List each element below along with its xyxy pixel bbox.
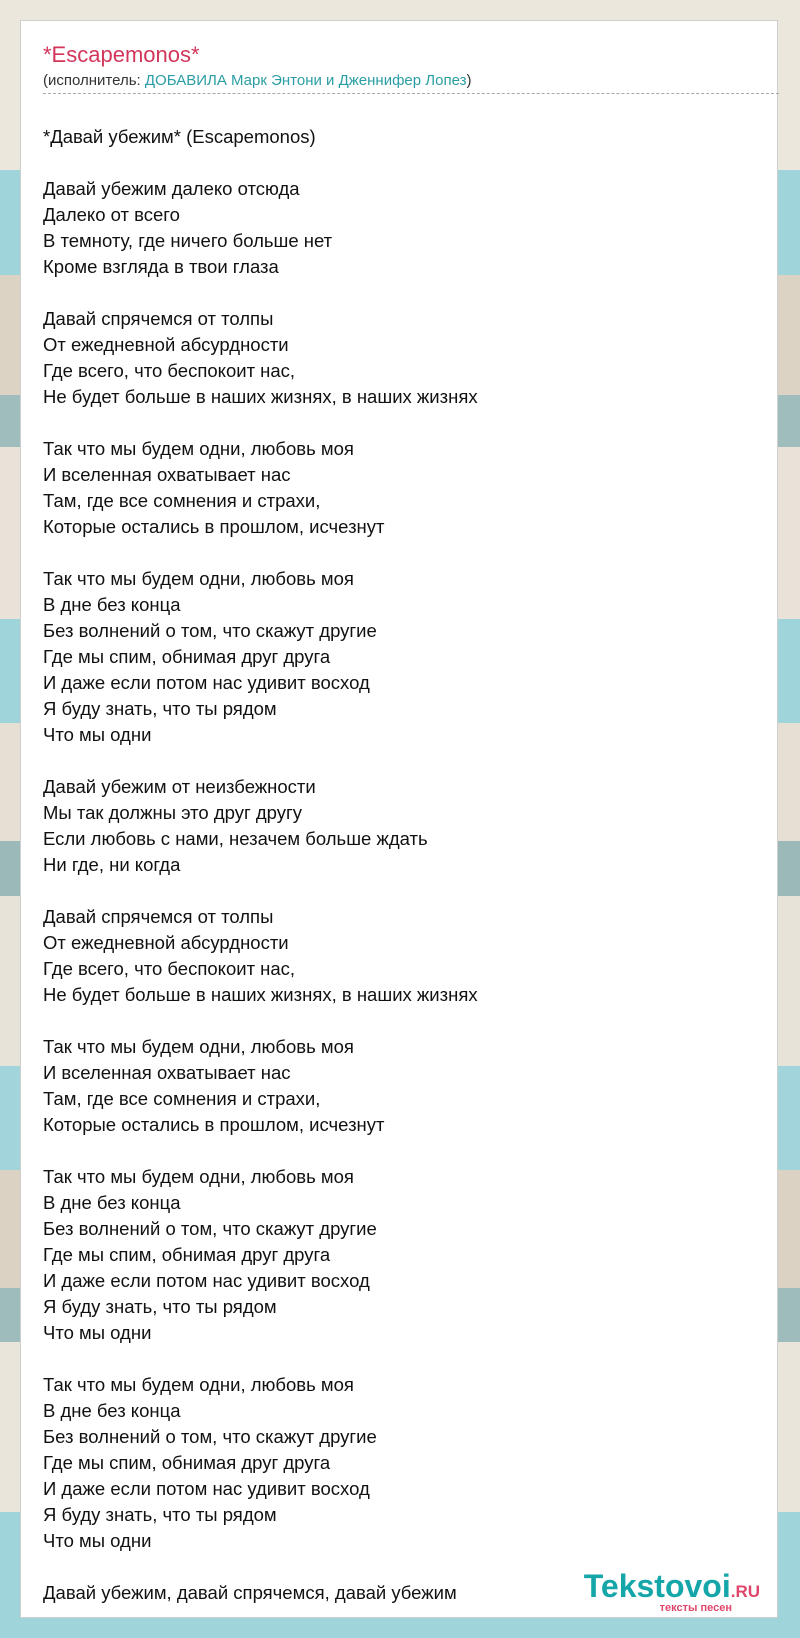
lyric-line: И даже если потом нас удивит восход [43, 1270, 370, 1291]
lyric-line: В дне без конца [43, 1400, 181, 1421]
lyric-line: Где мы спим, обнимая друг друга [43, 1452, 331, 1473]
lyric-line: Там, где все сомнения и страхи, [43, 1088, 321, 1109]
lyric-line: Что мы одни [43, 724, 152, 745]
lyric-line: Где всего, что беспокоит нас, [43, 360, 296, 381]
lyric-line: Которые остались в прошлом, исчезнут [43, 1114, 385, 1135]
lyric-line: Так что мы будем одни, любовь моя [43, 568, 354, 589]
lyric-line: Так что мы будем одни, любовь моя [43, 1036, 354, 1057]
lyric-line: Я буду знать, что ты рядом [43, 1504, 277, 1525]
site-logo[interactable] [520, 1568, 760, 1618]
lyric-line: Без волнений о том, что скажут другие [43, 620, 377, 641]
lyric-line: Давай спрячемся от толпы [43, 906, 274, 927]
lyric-line: В темноту, где ничего больше нет [43, 230, 333, 251]
meta-suffix: ) [466, 72, 472, 89]
lyric-line: Не будет больше в наших жизнях, в наших жизнях [43, 984, 478, 1005]
lyric-blank-line [43, 1346, 763, 1372]
lyric-blank-line [43, 540, 763, 566]
lyrics-card [20, 20, 778, 1618]
song-title: *Escapemonos* [43, 42, 200, 67]
song-meta [43, 72, 471, 90]
lyric-line: Так что мы будем одни, любовь моя [43, 438, 354, 459]
lyric-line: Без волнений о том, что скажут другие [43, 1426, 377, 1447]
lyric-line: Так что мы будем одни, любовь моя [43, 1166, 354, 1187]
lyric-blank-line [43, 1138, 763, 1164]
lyric-line: Если любовь с нами, незачем больше ждать [43, 828, 428, 849]
lyric-line: Давай убежим далеко отсюда [43, 178, 300, 199]
logo-wordmark [584, 1568, 760, 1605]
lyric-line: И даже если потом нас удивит восход [43, 1478, 370, 1499]
lyric-blank-line [43, 878, 763, 904]
lyric-line: *Давай убежим* (Escapemonos) [43, 126, 316, 147]
lyric-line: Давай убежим от неизбежности [43, 776, 316, 797]
lyric-line: Что мы одни [43, 1530, 152, 1551]
lyric-line: Я буду знать, что ты рядом [43, 698, 277, 719]
lyric-line: Далеко от всего [43, 204, 180, 225]
lyric-line: И вселенная охватывает нас [43, 464, 291, 485]
lyric-blank-line [43, 1008, 763, 1034]
lyric-line: Которые остались в прошлом, исчезнут [43, 516, 385, 537]
lyric-line: От ежедневной абсурдности [43, 334, 289, 355]
meta-prefix: (исполнитель: [43, 72, 145, 89]
lyric-line: Давай убежим, давай спрячемся, давай убежим [43, 1582, 457, 1603]
lyric-line: В дне без конца [43, 1192, 181, 1213]
lyric-line: Давай спрячемся от толпы [43, 308, 274, 329]
lyric-line: Где мы спим, обнимая друг друга [43, 1244, 331, 1265]
logo-tagline: тексты песен [659, 1602, 732, 1614]
lyrics-text [43, 124, 763, 1606]
lyric-line: Так что мы будем одни, любовь моя [43, 1374, 354, 1395]
lyric-line: Где всего, что беспокоит нас, [43, 958, 296, 979]
lyric-line: Без волнений о том, что скажут другие [43, 1218, 377, 1239]
lyric-blank-line [43, 748, 763, 774]
lyric-line: Что мы одни [43, 1322, 152, 1343]
lyric-line: Не будет больше в наших жизнях, в наших жизнях [43, 386, 478, 407]
header-divider [43, 93, 779, 94]
lyric-line: Мы так должны это друг другу [43, 802, 302, 823]
lyric-line: В дне без конца [43, 594, 181, 615]
lyric-line: И даже если потом нас удивит восход [43, 672, 370, 693]
lyric-line: От ежедневной абсурдности [43, 932, 289, 953]
lyric-blank-line [43, 150, 763, 176]
logo-tld: .RU [730, 1582, 760, 1601]
lyric-line: Там, где все сомнения и страхи, [43, 490, 321, 511]
lyric-line: Ни где, ни когда [43, 854, 181, 875]
lyric-line: И вселенная охватывает нас [43, 1062, 291, 1083]
lyric-blank-line [43, 280, 763, 306]
logo-word: Tekstovoi [583, 1568, 731, 1604]
lyric-line: Я буду знать, что ты рядом [43, 1296, 277, 1317]
lyric-blank-line [43, 410, 763, 436]
lyric-line: Кроме взгляда в твои глаза [43, 256, 279, 277]
lyric-line: Где мы спим, обнимая друг друга [43, 646, 331, 667]
artist-link[interactable]: ДОБАВИЛА Марк Энтони и Дженнифер Лопез [144, 72, 467, 89]
